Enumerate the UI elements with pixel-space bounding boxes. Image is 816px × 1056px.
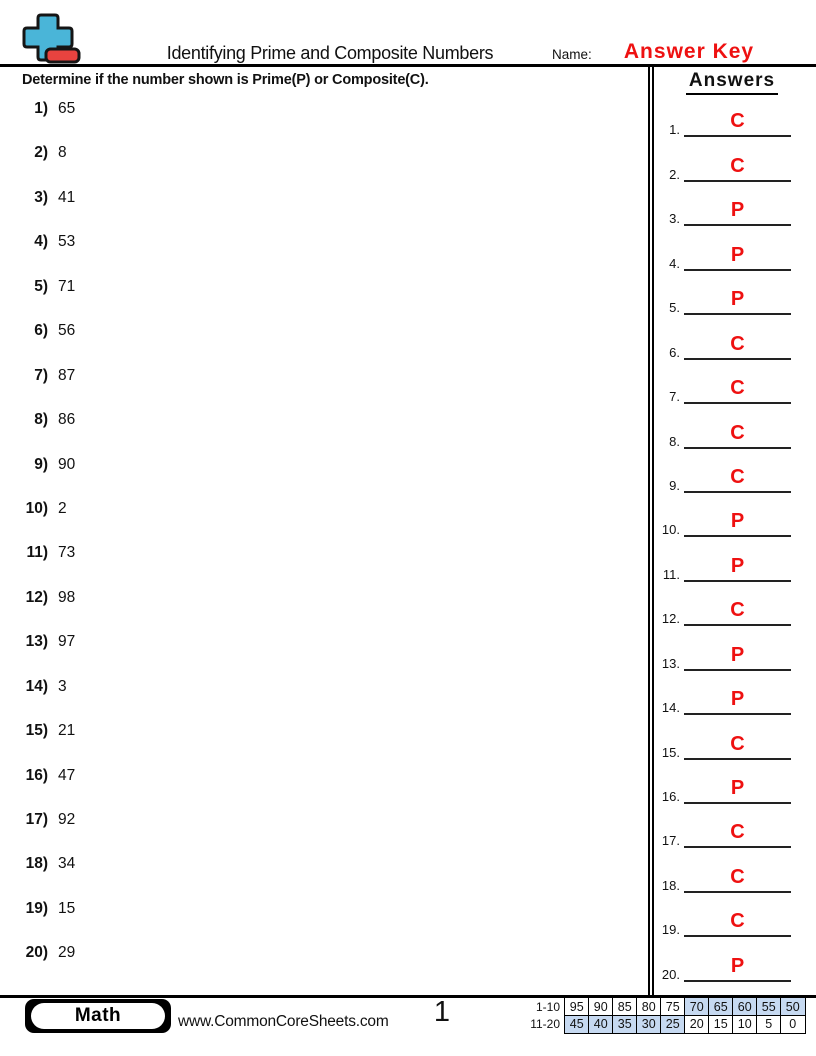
answer-row [652,767,812,811]
question-row [18,322,618,366]
answers-header [656,70,808,95]
answer-number: 3. [669,211,680,227]
answer-blank-line [684,556,791,582]
question-value: 71 [58,277,76,295]
question-value: 90 [58,455,76,473]
question-number: 11) [26,544,48,562]
answer-blank-line [684,334,791,360]
question-row [18,855,618,899]
answer-number: 17. [661,833,680,849]
answer-letter: C [730,821,745,844]
answer-number: 2. [669,166,680,182]
answer-letter: C [730,110,745,133]
answer-letter: P [730,688,745,711]
answer-number: 4. [669,255,680,271]
score-cell: 80 [636,997,662,1016]
answer-row [652,233,812,277]
questions-list [18,100,618,989]
question-value: 41 [58,188,76,206]
question-row [18,544,618,588]
answer-number: 1. [669,122,680,138]
answer-blank-line [684,511,791,537]
question-number: 19) [25,899,48,917]
question-number: 13) [25,633,48,651]
score-cell: 90 [588,997,614,1016]
answer-number: 12. [661,611,680,627]
question-row [18,589,618,633]
question-row [18,233,618,277]
question-row [18,811,618,855]
score-cell: 45 [564,1015,590,1034]
answer-row [652,456,812,500]
question-number: 4) [34,233,48,251]
grading-row-label: 1-10 [535,999,560,1014]
header-divider-line [0,64,816,67]
answer-row [652,855,812,899]
question-value: 98 [58,588,76,606]
answer-blank-line [684,289,791,315]
score-cell: 25 [660,1015,686,1034]
answer-blank-line [684,378,791,404]
answer-letter: C [730,732,745,755]
question-number: 6) [34,322,48,340]
answer-row [652,367,812,411]
answer-letter: C [730,910,745,933]
answer-row [652,811,812,855]
subject-badge [25,999,171,1033]
answer-number: 8. [669,433,680,449]
answer-number: 20. [661,966,680,982]
plus-minus-math-icon [20,13,82,70]
question-value: 97 [58,633,76,651]
answer-number: 10. [661,522,680,538]
answer-blank-line [684,956,791,982]
question-number: 12) [25,588,48,606]
question-number: 9) [34,455,48,473]
answer-letter: C [730,377,745,400]
answer-row [652,678,812,722]
answer-number: 16. [661,789,680,804]
question-row [18,767,618,811]
answer-blank-line [684,423,791,449]
subject-badge-label: Math [31,1003,165,1029]
question-value: 92 [58,811,76,828]
answer-blank-line [684,156,791,182]
answer-row [652,544,812,588]
answer-row [652,411,812,455]
answer-row [652,900,812,944]
answer-blank-line [684,467,791,493]
question-number: 16) [25,766,48,784]
question-value: 86 [58,411,76,429]
answers-list [652,100,812,989]
answer-row [652,278,812,322]
answer-number: 19. [661,922,680,938]
question-number: 3) [34,188,48,206]
question-row [18,900,618,944]
score-cell: 10 [732,1015,758,1034]
website-text: www.CommonCoreSheets.com [178,1013,389,1030]
question-value: 21 [58,722,76,740]
page-number: 1 [433,996,451,1028]
score-cell: 35 [612,1015,638,1034]
answer-letter: C [730,421,745,444]
answer-number: 6. [669,344,680,360]
question-value: 56 [58,322,76,340]
answer-letter: P [730,288,745,311]
answer-letter: P [730,510,745,533]
worksheet-title: Identifying Prime and Composite Numbers [166,43,494,63]
answer-blank-line [684,734,791,760]
question-value: 3 [58,677,67,695]
question-number: 7) [34,366,48,384]
question-number: 20) [25,944,48,962]
answer-blank-line [684,200,791,226]
answer-blank-line [684,111,791,137]
question-value: 8 [58,144,67,162]
answer-blank-line [684,689,791,715]
answer-number: 9. [669,477,680,493]
answer-number: 14. [661,700,680,716]
question-value: 2 [58,499,67,517]
answer-blank-line [684,245,791,271]
question-number: 17) [25,811,48,828]
answer-row [652,189,812,233]
answer-letter: C [730,154,745,177]
question-number: 18) [25,855,48,873]
answer-blank-line [684,911,791,937]
score-cell: 20 [684,1015,710,1034]
question-number: 15) [25,722,48,740]
answer-number: 13. [661,655,680,671]
score-cell: 40 [588,1015,614,1034]
name-label: Name: [552,47,592,62]
answer-row [652,322,812,366]
question-row [18,411,618,455]
answer-number: 18. [661,877,680,893]
answer-row [652,144,812,188]
score-cell: 30 [636,1015,662,1034]
answer-letter: P [730,777,745,799]
answers-title: Answers [686,70,778,95]
question-value: 29 [58,944,76,962]
answer-letter: P [730,554,745,577]
grading-table [528,997,806,1034]
question-row [18,722,618,766]
question-row [18,367,618,411]
grading-row [528,997,806,1016]
grading-row [528,1015,806,1034]
answer-letter: P [730,954,745,977]
score-cell: 70 [684,997,710,1016]
score-cell: 50 [780,997,806,1016]
answer-row [652,500,812,544]
score-cell: 85 [612,997,638,1016]
answer-row [652,633,812,677]
answer-letter: C [730,599,745,622]
answer-number: 15. [661,744,680,760]
question-row [18,944,618,988]
question-number: 10) [25,499,48,517]
answer-letter: C [730,865,745,888]
answer-blank-line [684,867,791,893]
instructions-text: Determine if the number shown is Prime(P) or Composite(C). [22,72,429,88]
answer-letter: P [730,243,745,266]
answer-letter: C [730,465,745,488]
question-row [18,100,618,144]
score-cell: 60 [732,997,758,1016]
question-number: 5) [34,277,48,295]
score-cell: 75 [660,997,686,1016]
question-value: 34 [58,855,76,873]
answer-number: 5. [669,300,680,316]
score-cell: 0 [780,1015,806,1034]
answer-row [652,100,812,144]
question-number: 2) [34,144,48,162]
answer-blank-line [684,600,791,626]
answer-blank-line [684,778,791,804]
score-cell: 55 [756,997,782,1016]
answer-letter: P [730,643,745,666]
answer-blank-line [684,822,791,848]
answer-number: 7. [669,389,680,405]
question-row [18,678,618,722]
question-row [18,144,618,188]
answer-letter: C [730,332,745,355]
answer-blank-line [684,645,791,671]
question-row [18,456,618,500]
answer-number: 11. [662,566,680,582]
question-value: 65 [58,100,76,117]
question-value: 47 [58,766,76,784]
question-value: 73 [58,544,76,562]
answer-row [652,722,812,766]
question-row [18,633,618,677]
score-cell: 5 [756,1015,782,1034]
question-row [18,278,618,322]
answer-row [652,944,812,988]
score-cell: 95 [564,997,590,1016]
question-number: 14) [25,677,48,695]
question-row [18,500,618,544]
question-number: 8) [34,411,48,429]
grading-row-label: 11-20 [530,1017,560,1031]
question-value: 53 [58,233,76,251]
question-number: 1) [34,100,48,117]
question-value: 87 [58,366,76,384]
question-row [18,189,618,233]
answer-letter: P [730,199,745,222]
question-value: 15 [58,899,76,917]
score-cell: 15 [708,1015,734,1034]
answer-key-value: Answer Key [623,40,755,63]
answer-row [652,589,812,633]
score-cell: 65 [708,997,734,1016]
